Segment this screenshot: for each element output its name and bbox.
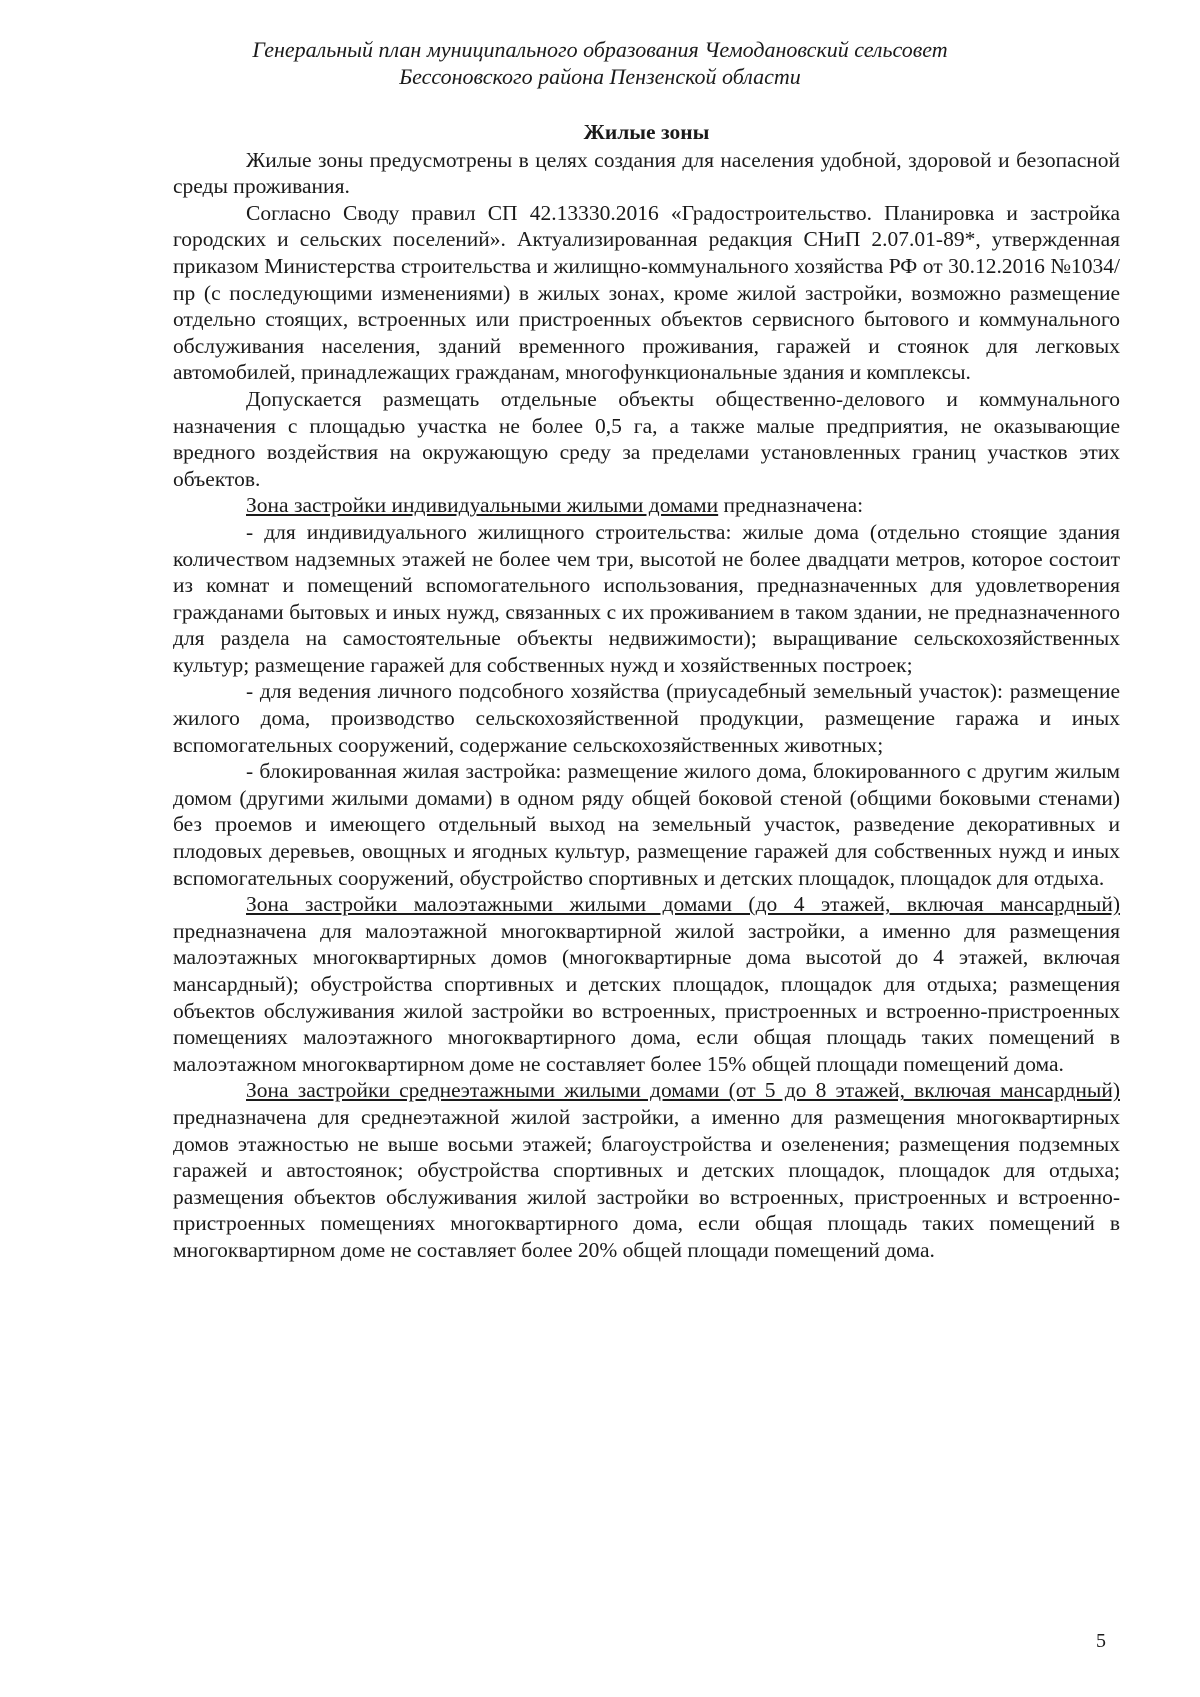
paragraph-intro: Жилые зоны предусмотрены в целях создания для населения удобной, здоровой и безопасной среды проживания. [173, 147, 1120, 199]
paragraph-mid-rise-zone [173, 1077, 1120, 1263]
section-title: Жилые зоны [583, 120, 710, 144]
zone-low-rise-purpose: предназначена для малоэтажной многоквартирной жилой застройки, а именно для размещения малоэтажных многоквартирных домов (многоквартирные дома высотой до 4 этажей, включая мансардный); обустройства спортивных и детских площадок, площадок для отдыха; размещения объектов обслуживания жилой застройки во встроенных, пристроенных и встроенно-пристроенных помещениях малоэтажного многоквартирного дома, если общая площадь таких помещений в малоэтажном многоквартирном доме не составляет более 15% общей площади помещений дома. [173, 918, 1120, 1076]
list-item-lph: - для ведения личного подсобного хозяйства (приусадебный земельный участок): размещение жилого дома, производство сельскохозяйственной продукции, размещение гаража и иных вспомогательных сооружений, содержание сельскохозяйственных животных; [173, 679, 1120, 757]
zone-name-izhs: Зона застройки индивидуальными жилыми домами [246, 493, 719, 518]
paragraph-allowed-objects: Допускается размещать отдельные объекты общественно-делового и коммунального назначения с площадью участка не более 0,5 га, а также малые предприятия, не оказывающие вредного воздействия на окружающую среду за пределами установленных границ участков этих объектов. [173, 386, 1120, 491]
zone-mid-rise-purpose: предназначена для среднеэтажной жилой застройки, а именно для размещения многоквартирных домов этажностью не выше восьми этажей; благоустройства и озеленения; размещения подземных гаражей и автостоянок; обустройства спортивных и детских площадок, площадок для отдыха; размещения объектов обслуживания жилой застройки во встроенных, пристроенных и встроенно-пристроенных помещениях многоквартирного дома, если общая площадь таких помещений в многоквартирном доме не составляет более 20% общей площади помещений дома. [173, 1104, 1120, 1262]
header-line-1: Генеральный план муниципального образования Чемодановский сельсовет [252, 37, 948, 62]
document-body [173, 119, 1120, 1264]
zone-izhs-purpose: предназначена: [718, 493, 864, 518]
paragraph-low-rise-zone [173, 891, 1120, 1077]
list-item-izhs: - для индивидуального жилищного строительства: жилые дома (отдельно стоящие здания количеством надземных этажей не более чем три, высотой не более двадцати метров, которое состоит из комнат и помещений вспомогательного использования, предназначенных для удовлетворения гражданами бытовых и иных нужд, связанных с их проживанием в таком здании, не предназначенного для раздела на самостоятельные объекты недвижимости); выращивание сельскохозяйственных культур; размещение гаражей для собственных нужд и хозяйственных построек; [173, 519, 1120, 677]
paragraph-sp-reference: Согласно Своду правил СП 42.13330.2016 «Градостроительство. Планировка и застройка городских и сельских поселений». Актуализированная редакция СНиП 2.07.01-89*, утвержденная приказом Министерства строительства и жилищно-коммунального хозяйства РФ от 30.12.2016 №1034/пр (с последующими изменениями) в жилых зонах, кроме жилой застройки, возможно размещение отдельно стоящих, встроенных или пристроенных объектов сервисного бытового и коммунального обслуживания населения, зданий временного проживания, гаражей и стоянок для легковых автомобилей, принадлежащих гражданам, многофункциональные здания и комплексы. [173, 200, 1120, 385]
list-item-blocked-housing: - блокированная жилая застройка: размещение жилого дома, блокированного с другим жилым домом (другими жилыми домами) в одном ряду общей боковой стеной (общими боковыми стенами) без проемов и имеющего отдельный выход на земельный участок, разведение декоративных и плодовых деревьев, овощных и ягодных культур, размещение гаражей для собственных нужд и иных вспомогательных сооружений, обустройство спортивных и детских площадок, площадок для отдыха. [173, 759, 1120, 890]
header-line-2: Бессоновского района Пензенской области [399, 64, 801, 89]
paragraph-izhs-zone [173, 492, 1120, 519]
document-header [0, 36, 1200, 90]
zone-name-low-rise: Зона застройки малоэтажными жилыми домами (до 4 этажей, включая мансардный) [246, 892, 1120, 917]
page-number: 5 [1096, 1630, 1106, 1652]
zone-name-mid-rise: Зона застройки среднеэтажными жилыми домами (от 5 до 8 этажей, включая мансардный) [246, 1078, 1120, 1103]
